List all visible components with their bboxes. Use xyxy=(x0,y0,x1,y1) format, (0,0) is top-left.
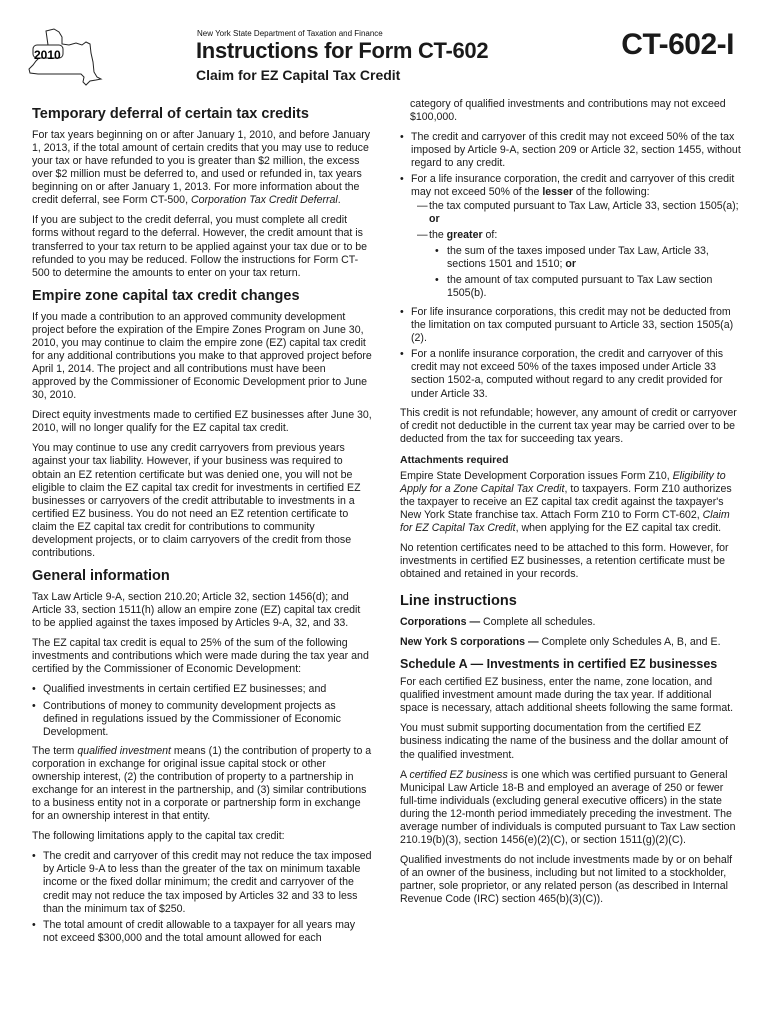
form-number: CT-602-I xyxy=(621,28,734,61)
limitations-list-continued xyxy=(400,131,742,400)
empire-paragraph: You may continue to use any credit carryovers from previous years against your tax liability. However, if your business was required to obtain an EZ retention certificate but was denied one, you will not be eligible to claim the EZ capital tax credit for investments in certified EZ businesses or carryovers of the credit attributable to investments in a certified EZ business. You do not need an EZ retention certificate to claim the EZ capital tax credit for contributions to community development projects, or to claim carryovers of the credit from those contributions. xyxy=(32,442,361,559)
section-heading-schedule-a: Schedule A — Investments in certified EZ businesses xyxy=(400,656,718,671)
department-name: New York State Department of Taxation and Finance xyxy=(197,29,383,38)
general-paragraph: The term qualified investment means (1) the contribution of property to a corporation in exchange for original issue capital stock or other ownership interest, (2) the contribution of property to a partnership in exchange for an interest in the partnership, and (3) similar contributions to a business entity not in a corporate or partnership form in exchange for an ownership interest in that entity. xyxy=(32,744,372,823)
page-header xyxy=(0,0,770,100)
sub-list xyxy=(411,200,742,301)
list-item: • For a life insurance corporation, the credit and carryover of this credit may not exceed 50% of the lesser of the following: — the tax computed pursuant to Tax Law, Article 33, section 1505(a); or — the greater of: • the sum of the taxes imposed under Tax Law, Article 33, sections 1501 and 1510; or • the amount of tax computed pursuant to Tax Law section 1505(b). xyxy=(400,173,742,300)
section-heading-general-information: General information xyxy=(32,568,170,585)
attachments-paragraph: No retention certificates need to be attached to this form. However, for investments in certified EZ businesses, a retention certificate must be obtained and retained in your records. xyxy=(400,542,729,581)
s-corporations-instruction: New York S corporations — Complete only Schedules A, B, and E. xyxy=(400,636,721,649)
left-column xyxy=(32,98,372,951)
section-heading-line-instructions: Line instructions xyxy=(400,593,517,610)
list-item: • The credit and carryover of this credit may not reduce the tax imposed by Article 9-A to less than the greater of the tax on minimum taxable income or the fixed dollar minimum; the credit and carryover of the credit may not reduce the tax imposed by Articles 32 and 33 to less than the minimum tax of $250. xyxy=(32,850,372,915)
section-heading-empire-zone: Empire zone capital tax credit changes xyxy=(32,287,300,304)
continued-text: category of qualified investments and contributions may not exceed $100,000. xyxy=(410,98,726,124)
list-item: • the sum of the taxes imposed under Tax Law, Article 33, sections 1501 and 1510; or xyxy=(429,245,742,271)
schedule-a-paragraph: Qualified investments do not include investments made by or on behalf of an owner of the business, including but not limited to a stockholder, partner, sole proprietor, or any related person (as described in Internal Revenue Code (IRC) section 465(b)(3)(C)). xyxy=(400,854,733,906)
refund-paragraph: This credit is not refundable; however, any amount of credit or carryover of credit not deductible in the current tax year may be carried over to be deducted from the tax for succeeding tax years. xyxy=(400,406,737,445)
corporations-instruction: Corporations — Complete all schedules. xyxy=(400,616,596,629)
list-item: • Qualified investments in certain certified EZ businesses; and xyxy=(32,683,372,696)
list-item: • the amount of tax computed pursuant to Tax Law section 1505(b). xyxy=(429,274,742,300)
list-item: — the greater of: • the sum of the taxes imposed under Tax Law, Article 33, sections 1501 and 1510; or • the amount of tax computed pursuant to Tax Law section 1505(b). xyxy=(411,229,742,300)
general-paragraph: Tax Law Article 9-A, section 210.20; Article 32, section 1456(d); and Article 33, section 1511(h) allow an empire zone (EZ) capital tax credit to be applied against the taxes imposed by Articles 9-A, 32, and 33. xyxy=(32,590,361,630)
schedule-a-paragraph: For each certified EZ business, enter the name, zone location, and qualified investment amount made during the tax year. If additional space is necessary, attach additional sheets following the same format. xyxy=(400,676,734,715)
list-item: • The total amount of credit allowable to a taxpayer for all years may not exceed $300,000 and the total amount allowed for each xyxy=(32,919,372,945)
empire-paragraph: If you made a contribution to an approved community development project before the expiration of the Empire Zones Program on June 30, 2010, you may continue to claim the empire zone (EZ) capital tax credit for any additional contributions you make to that approved project before April 1, 2014. The project and all contributions must have been approved by the Commissioner of Economic Development prior to June 30, 2010. xyxy=(32,310,372,402)
list-item: • For life insurance corporations, this credit may not be deducted from the limitation on tax computed pursuant to Article 33, section 1505(a)(2). xyxy=(400,306,742,345)
tax-year-badge: 2010 xyxy=(34,48,61,62)
schedule-a-paragraph: You must submit supporting documentation from the certified EZ business indicating the name of the business and the dollar amount of the qualified investment. xyxy=(400,722,729,761)
sub-sub-list xyxy=(429,245,742,300)
list-item: • For a nonlife insurance corporation, the credit and carryover of this credit may not exceed 50% of the taxes imposed under Article 33 section 1502-a, computed without regard to any credit provided for under Article 33. xyxy=(400,348,742,400)
empire-paragraph: Direct equity investments made to certified EZ businesses after June 30, 2010, will no longer qualify for the EZ capital tax credit. xyxy=(32,409,372,435)
deferral-paragraph: For tax years beginning on or after January 1, 2010, and before January 1, 2013, if the total amount of certain credits that you may use to reduce your tax or have refunded to you is greater than $2 million, the excess over $2 million must be deferred to, and used or refunded in, tax years beginning on or after January 1, 2013. For more information about the credit deferral, see Form CT-500, Corporation Tax Credit Deferral. xyxy=(32,128,371,207)
deferral-paragraph: If you are subject to the credit deferral, you must complete all credit forms without regard to the deferral. However, the credit amount that is transferred to your tax return to be applied against your tax due or to be refunded to you may be reduced. Follow the instructions for Form CT-500 to determine the amounts to enter on your tax return. xyxy=(32,214,368,279)
list-item: • Contributions of money to community development projects as defined in regulations issued by the Commissioner of Economic Development. xyxy=(32,700,372,739)
general-paragraph: The following limitations apply to the capital tax credit: xyxy=(32,830,285,843)
right-column xyxy=(400,98,742,913)
investment-list xyxy=(32,683,372,738)
list-item: — the tax computed pursuant to Tax Law, Article 33, section 1505(a); or xyxy=(411,200,742,226)
attachments-paragraph: Empire State Development Corporation issues Form Z10, Eligibility to Apply for a Zone Capital Tax Credit, to taxpayers. Form Z10 authorizes the taxpayer to receive an EZ capital tax credit against the taxpayer's New York State franchise tax. Attach Form Z10 to Form CT-602, Claim for EZ Capital Tax Credit, when applying for the EZ capital tax credit. xyxy=(400,469,732,535)
list-item: • The credit and carryover of this credit may not exceed 50% of the tax imposed by Article 9-A, section 209 or Article 32, section 1455, without regard to any credit. xyxy=(400,131,742,170)
schedule-a-paragraph: A certified EZ business is one which was certified pursuant to General Municipal Law Article 18-B and employed an average of 250 or fewer full-time individuals (excluding general executive officers) in the state during the 12-month period immediately preceding the investment. The average number of individuals is computed pursuant to Tax Law section 210.19(b)(3), section 1456(e)(2)(C), or section 1511(g)(2)(C). xyxy=(400,768,736,846)
section-heading-attachments: Attachments required xyxy=(400,453,509,466)
section-heading-deferral: Temporary deferral of certain tax credits xyxy=(32,106,309,122)
page-subtitle: Claim for EZ Capital Tax Credit xyxy=(196,67,401,83)
limitations-list xyxy=(32,850,372,945)
page-title: Instructions for Form CT-602 xyxy=(196,38,489,63)
general-paragraph: The EZ capital tax credit is equal to 25% of the sum of the following investments and contributions which were made during the tax year and certified by the Commissioner of Economic Development: xyxy=(32,637,369,676)
